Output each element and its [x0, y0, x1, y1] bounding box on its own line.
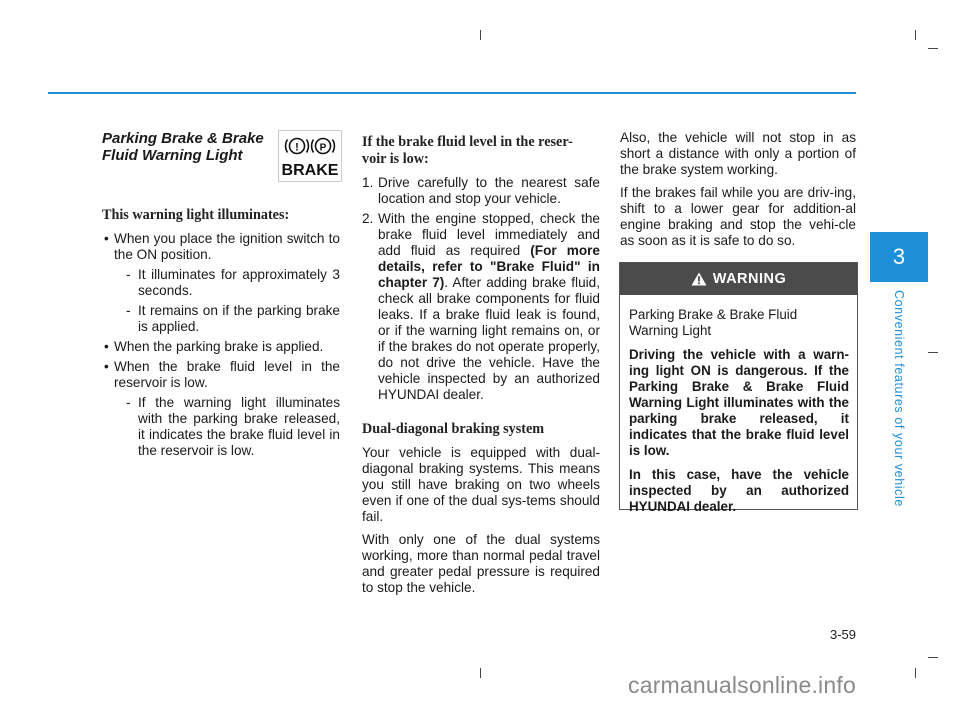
step-reference: (For more details, refer to "Brake Fluid" in chapter 7): [378, 243, 600, 290]
brake-warning-icon: [278, 130, 342, 182]
section-title-line-1: Parking Brake & Brake: [102, 130, 264, 147]
low-fluid-steps: [362, 175, 600, 403]
list-item: • When the parking brake is applied.: [102, 339, 340, 355]
list-item: - It remains on if the parking brake is applied.: [114, 303, 340, 335]
list-item: [362, 211, 600, 403]
list-item: [102, 359, 340, 459]
chapter-tab: 3: [870, 232, 928, 282]
illuminate-conditions-list: [102, 231, 340, 459]
svg-text:!: !: [295, 141, 299, 154]
brake-icon-label: BRAKE: [281, 162, 339, 179]
chapter-title: Convenient features of your vehicle: [892, 290, 906, 507]
warning-label: WARNING: [712, 271, 787, 287]
warning-box: [619, 262, 858, 514]
list-item: [102, 231, 340, 335]
crop-mark: [928, 657, 938, 658]
step-number: 2.: [362, 211, 374, 226]
sub-list: [114, 395, 340, 459]
paragraph: Your vehicle is equipped with dual-diagonal braking systems. This means you still have braking on two wheels even if one of the dual sys-tems should fail.: [362, 445, 600, 524]
page-number: 3-59: [829, 627, 856, 642]
list-item: [362, 175, 600, 207]
list-item: - If the warning light illuminates with the parking brake released, it indicates the brake fluid level in the reservoir is low.: [114, 395, 340, 459]
crop-mark: [480, 30, 481, 40]
crop-mark: [480, 668, 481, 678]
low-fluid-heading: If the brake fluid level in the reser- voir is low:: [362, 134, 573, 167]
header-rule: [48, 92, 856, 94]
step-number: 1.: [362, 175, 374, 190]
warning-triangle-icon: [691, 272, 707, 286]
illuminates-heading: This warning light illuminates:: [102, 207, 290, 223]
bullet-text: When the brake fluid level in the reservoir is low.: [114, 359, 340, 390]
warning-paragraph: In this case, have the vehicle inspected by an authorized HYUNDAI dealer.: [629, 467, 849, 514]
column-2: [362, 134, 600, 603]
crop-mark: [928, 48, 938, 49]
sub-list: [114, 267, 340, 335]
section-title-line-2: Fluid Warning Light: [102, 147, 243, 164]
list-item: - It illuminates for approximately 3 seconds.: [114, 267, 340, 299]
step-text: With the engine stopped, check the brake fluid level immediately and add fluid as required: [378, 211, 600, 258]
crop-mark: [928, 352, 938, 353]
section-title: [102, 130, 274, 164]
bullet-text: When you place the ignition switch to the ON position.: [114, 231, 340, 262]
crop-mark: [915, 668, 916, 678]
step-text: . After adding brake fluid, check all brake components for fluid leaks. If a brake fluid leak is found, or if the warning light remains on, or if the brakes do not operate properly, do not drive the vehicle. Have the vehicle inspected by an authorized HYUNDAI dealer.: [378, 275, 600, 402]
svg-text:P: P: [319, 142, 327, 154]
step-text: Drive carefully to the nearest safe location and stop your vehicle.: [378, 175, 600, 206]
paragraph: If the brakes fail while you are driv-ing, shift to a lower gear for addition-al engine braking and stop the vehi-cle as soon as it is safe to do so.: [620, 185, 856, 248]
paragraph: With only one of the dual systems working, more than normal pedal travel and greater pedal pressure is required to stop the vehicle.: [362, 532, 600, 595]
crop-mark: [915, 30, 916, 40]
warning-title: Parking Brake & Brake Fluid Warning Light: [629, 307, 798, 338]
warning-paragraph: Driving the vehicle with a warn-ing light ON is dangerous. If the Parking Brake & Brake Fluid Warning Light illuminates with the parking brake released, it indicates that the brake fluid level is low.: [629, 347, 849, 458]
warning-header: [620, 263, 857, 295]
paragraph: Also, the vehicle will not stop in as short a distance with only a portion of the brake system working.: [620, 130, 856, 177]
warning-body: [620, 295, 857, 531]
dual-diagonal-heading: Dual-diagonal braking system: [362, 421, 545, 437]
column-3: [620, 130, 856, 256]
watermark: carmanualsonline.info: [628, 672, 856, 698]
